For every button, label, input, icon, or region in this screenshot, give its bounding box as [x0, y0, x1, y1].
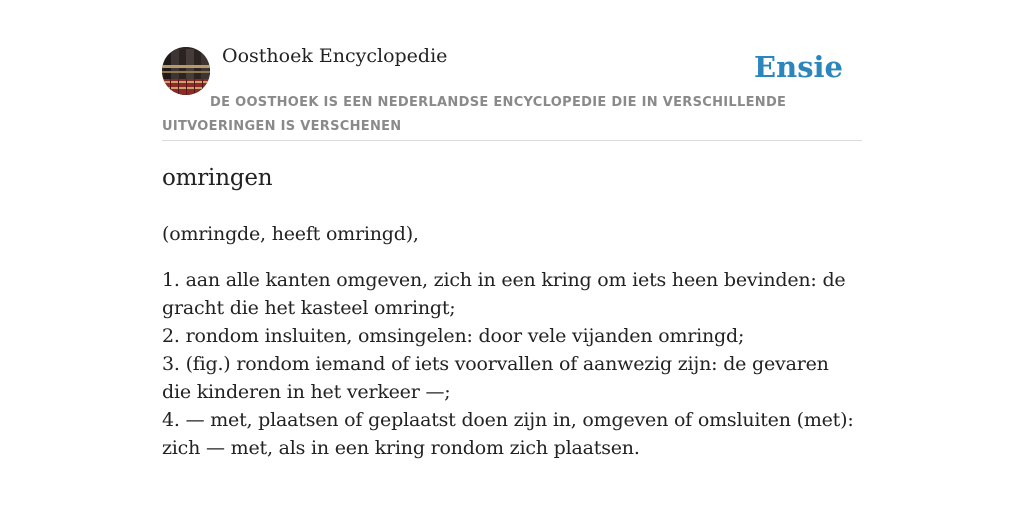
entry-word: omringen: [162, 165, 273, 191]
definition-item: 1. aan alle kanten omgeven, zich in een kring om iets heen bevinden: de gracht die het kasteel omringt;: [162, 269, 846, 319]
entry-forms: (omringde, heeft omringd),: [162, 223, 419, 245]
definition-item: 3. (fig.) rondom iemand of iets voorvallen of aanwezig zijn: de gevaren die kinderen in het verkeer —;: [162, 353, 829, 403]
site-header: [162, 40, 862, 141]
definition-item: 4. — met, plaatsen of geplaatst doen zijn in, omgeven of omsluiten (met): zich — met, als in een kring rondom zich plaatsen.: [162, 409, 854, 459]
brand-logo-link[interactable]: Ensie: [754, 50, 843, 84]
site-title[interactable]: Oosthoek Encyclopedie: [222, 45, 448, 67]
entry-definitions: [162, 266, 862, 462]
definition-item: 2. rondom insluiten, omsingelen: door vele vijanden omringd;: [162, 325, 745, 347]
entry-content: [162, 160, 862, 462]
site-tagline: DE OOSTHOEK IS EEN NEDERLANDSE ENCYCLOPEDIE DIE IN VERSCHILLENDE UITVOERINGEN IS VERSCHENEN: [162, 95, 787, 134]
book-spines-icon[interactable]: [162, 47, 210, 95]
